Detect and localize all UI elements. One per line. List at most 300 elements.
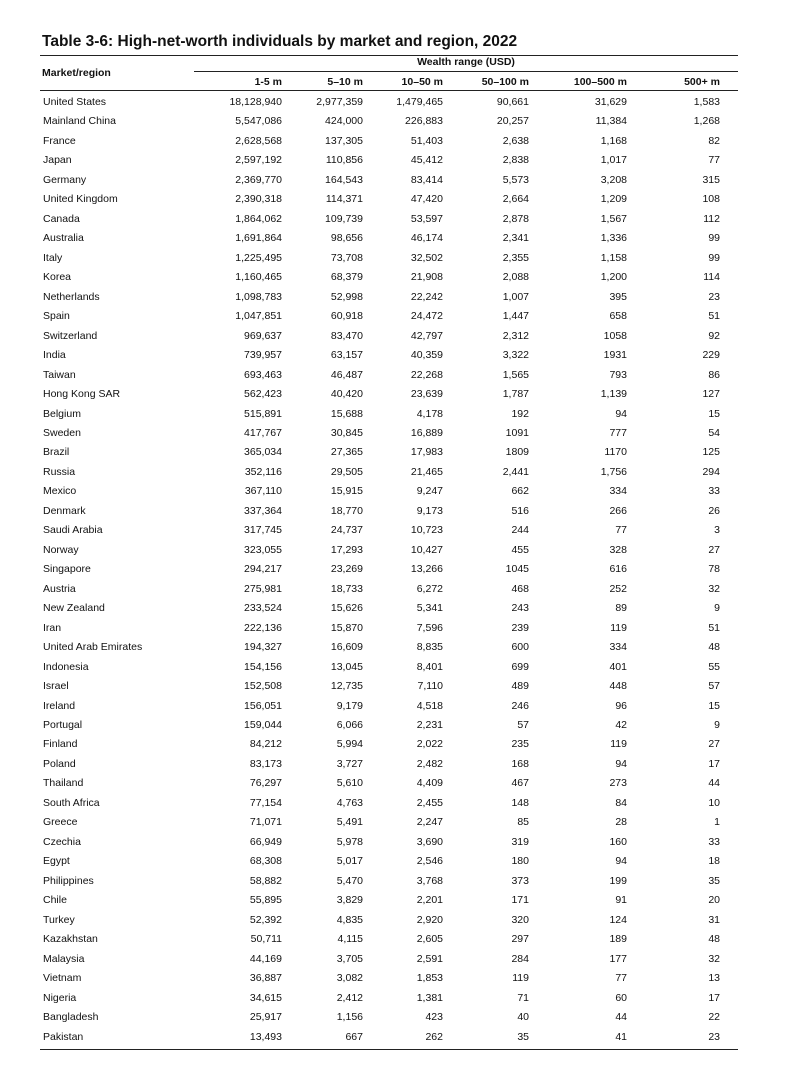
- value-cell: 3,768: [416, 874, 443, 887]
- value-cell: 51: [708, 310, 720, 323]
- value-cell: 4,835: [336, 913, 363, 926]
- value-cell: 1,225,495: [235, 251, 282, 264]
- value-cell: 373: [511, 874, 529, 887]
- value-cell: 23: [708, 1030, 720, 1043]
- value-cell: 28: [615, 816, 627, 829]
- value-cell: 85: [517, 816, 529, 829]
- value-cell: 10: [708, 796, 720, 809]
- value-cell: 2,664: [502, 193, 529, 206]
- value-cell: 42: [615, 719, 627, 731]
- value-cell: 52,392: [249, 913, 282, 926]
- value-cell: 46,174: [410, 232, 443, 245]
- value-cell: 154,156: [244, 660, 282, 673]
- value-cell: 2,455: [416, 796, 443, 809]
- value-cell: 90,661: [496, 96, 529, 108]
- value-cell: 1,200: [600, 271, 627, 284]
- market-name-cell: Vietnam: [43, 972, 82, 985]
- table-row: [0, 268, 787, 287]
- value-cell: 15,915: [330, 485, 363, 498]
- market-name-cell: Denmark: [43, 504, 86, 517]
- value-cell: 32: [708, 952, 720, 965]
- value-cell: 1,139: [600, 388, 627, 401]
- value-cell: 1,756: [600, 465, 627, 478]
- value-cell: 71,071: [249, 816, 282, 829]
- market-name-cell: Spain: [43, 310, 70, 323]
- value-cell: 2,628,568: [235, 134, 282, 147]
- value-cell: 51,403: [410, 134, 443, 147]
- table-row: [0, 93, 787, 112]
- market-name-cell: Mainland China: [43, 115, 116, 128]
- table-row: [0, 774, 787, 793]
- value-cell: 244: [511, 524, 529, 537]
- value-cell: 793: [609, 368, 627, 381]
- value-cell: 32: [708, 582, 720, 595]
- value-cell: 1,567: [600, 212, 627, 225]
- market-name-cell: Japan: [43, 154, 72, 167]
- value-cell: 2,369,770: [235, 173, 282, 186]
- value-cell: 5,978: [336, 835, 363, 848]
- value-cell: 334: [609, 641, 627, 654]
- value-cell: 98,656: [330, 232, 363, 245]
- value-cell: 266: [609, 504, 627, 517]
- value-cell: 9,179: [336, 699, 363, 712]
- column-header: 50–100 m: [481, 76, 529, 88]
- value-cell: 1: [714, 816, 720, 829]
- value-cell: 189: [609, 933, 627, 946]
- value-cell: 337,364: [244, 504, 282, 517]
- market-name-cell: Ireland: [43, 699, 76, 712]
- value-cell: 10,427: [410, 543, 443, 556]
- table-row: [0, 794, 787, 813]
- value-cell: 9: [714, 719, 720, 731]
- value-cell: 16,609: [330, 641, 363, 654]
- value-cell: 1,158: [600, 251, 627, 264]
- value-cell: 455: [511, 543, 529, 556]
- table-row: [0, 171, 787, 190]
- value-cell: 2,022: [416, 738, 443, 751]
- table-row: [0, 560, 787, 579]
- market-name-cell: New Zealand: [43, 602, 105, 615]
- market-name-cell: Sweden: [43, 426, 81, 439]
- value-cell: 1,583: [693, 96, 720, 108]
- value-cell: 448: [609, 680, 627, 693]
- value-cell: 119: [610, 738, 627, 751]
- value-cell: 48: [708, 641, 720, 654]
- value-cell: 12,735: [330, 680, 363, 693]
- table-row: [0, 132, 787, 151]
- market-name-cell: Austria: [43, 582, 76, 595]
- value-cell: 168: [511, 757, 529, 770]
- value-cell: 8,401: [416, 660, 443, 673]
- table-row: [0, 288, 787, 307]
- value-cell: 401: [609, 660, 627, 673]
- value-cell: 194,327: [244, 641, 282, 654]
- value-cell: 367,110: [244, 485, 282, 498]
- value-cell: 1,853: [416, 972, 443, 985]
- value-cell: 30,845: [330, 426, 363, 439]
- value-cell: 13,045: [330, 660, 363, 673]
- value-cell: 3,322: [502, 349, 529, 362]
- value-cell: 78: [708, 563, 720, 576]
- value-cell: 4,115: [337, 933, 363, 946]
- value-cell: 20: [708, 894, 720, 907]
- table-row: [0, 443, 787, 462]
- value-cell: 2,597,192: [235, 154, 282, 167]
- value-cell: 1,479,465: [396, 96, 443, 108]
- value-cell: 13,266: [410, 563, 443, 576]
- value-cell: 114,371: [325, 193, 363, 206]
- value-cell: 2,591: [416, 952, 443, 965]
- market-name-cell: Norway: [43, 543, 79, 556]
- value-cell: 294,217: [244, 563, 282, 576]
- value-cell: 159,044: [244, 719, 282, 731]
- column-group-header: Wealth range (USD): [417, 56, 515, 68]
- value-cell: 86: [708, 368, 720, 381]
- value-cell: 177: [609, 952, 627, 965]
- value-cell: 40,359: [410, 349, 443, 362]
- table-row: [0, 190, 787, 209]
- value-cell: 33: [708, 485, 720, 498]
- value-cell: 262: [425, 1030, 443, 1043]
- value-cell: 4,178: [416, 407, 443, 420]
- value-cell: 5,017: [336, 855, 363, 868]
- value-cell: 15,870: [330, 621, 363, 634]
- value-cell: 164,543: [325, 173, 363, 186]
- value-cell: 53,597: [410, 212, 443, 225]
- value-cell: 73,708: [330, 251, 363, 264]
- table-row: [0, 658, 787, 677]
- table-row: [0, 911, 787, 930]
- value-cell: 1,160,465: [235, 271, 282, 284]
- value-cell: 23,269: [330, 563, 363, 576]
- value-cell: 284: [511, 952, 529, 965]
- value-cell: 41: [615, 1030, 627, 1043]
- value-cell: 77: [708, 154, 720, 167]
- value-cell: 1,447: [502, 310, 529, 323]
- value-cell: 2,920: [416, 913, 443, 926]
- value-cell: 180: [511, 855, 529, 868]
- market-name-cell: Switzerland: [43, 329, 98, 342]
- value-cell: 7,596: [416, 621, 443, 634]
- value-cell: 125: [702, 446, 720, 459]
- value-cell: 4,763: [336, 796, 363, 809]
- value-cell: 152,508: [244, 680, 282, 693]
- value-cell: 83,414: [410, 173, 443, 186]
- value-cell: 423: [425, 1011, 443, 1024]
- value-cell: 124: [609, 913, 627, 926]
- value-cell: 5,573: [502, 173, 529, 186]
- value-cell: 13: [708, 972, 720, 985]
- value-cell: 1,336: [600, 232, 627, 245]
- value-cell: 99: [708, 232, 720, 245]
- value-cell: 17: [708, 991, 720, 1004]
- value-cell: 1,168: [600, 134, 627, 147]
- value-cell: 171: [511, 894, 529, 907]
- table-row: [0, 735, 787, 754]
- value-cell: 2,201: [416, 894, 443, 907]
- table-row: [0, 112, 787, 131]
- value-cell: 192: [511, 407, 529, 420]
- value-cell: 66,949: [249, 835, 282, 848]
- market-name-cell: United Arab Emirates: [43, 641, 143, 654]
- value-cell: 127: [702, 388, 720, 401]
- value-cell: 36,887: [249, 972, 282, 985]
- value-cell: 658: [609, 310, 627, 323]
- market-name-cell: Netherlands: [43, 290, 100, 303]
- table-row: [0, 229, 787, 248]
- table-row: [0, 697, 787, 716]
- table-row: [0, 580, 787, 599]
- value-cell: 8,835: [416, 641, 443, 654]
- value-cell: 94: [615, 407, 627, 420]
- market-name-cell: Poland: [43, 757, 76, 770]
- value-cell: 91: [615, 894, 627, 907]
- market-name-cell: Australia: [43, 232, 84, 245]
- market-name-cell: Brazil: [43, 446, 70, 459]
- table-row: [0, 833, 787, 852]
- table-row: [0, 716, 787, 735]
- value-cell: 60,918: [330, 310, 363, 323]
- column-header: 5–10 m: [327, 76, 363, 88]
- value-cell: 110,856: [325, 154, 363, 167]
- value-cell: 92: [708, 329, 720, 342]
- value-cell: 1,864,062: [235, 212, 282, 225]
- value-cell: 26: [708, 504, 720, 517]
- value-cell: 2,482: [416, 757, 443, 770]
- value-cell: 71: [517, 991, 529, 1004]
- value-cell: 320: [511, 913, 529, 926]
- value-cell: 2,412: [336, 991, 363, 1004]
- value-cell: 18,770: [330, 504, 363, 517]
- value-cell: 395: [609, 290, 627, 303]
- value-cell: 739,957: [244, 349, 282, 362]
- market-name-cell: Singapore: [43, 563, 91, 576]
- value-cell: 5,470: [336, 874, 363, 887]
- market-name-cell: Mexico: [43, 485, 77, 498]
- value-cell: 31,629: [594, 96, 627, 108]
- value-cell: 112: [703, 212, 720, 225]
- value-cell: 82: [708, 134, 720, 147]
- market-name-cell: Taiwan: [43, 368, 76, 381]
- value-cell: 1,381: [416, 991, 443, 1004]
- value-cell: 31: [708, 913, 720, 926]
- value-cell: 3: [714, 524, 720, 537]
- value-cell: 489: [511, 680, 529, 693]
- value-cell: 1,691,864: [235, 232, 282, 245]
- value-cell: 315: [702, 173, 720, 186]
- value-cell: 34,615: [249, 991, 282, 1004]
- value-cell: 3,690: [416, 835, 443, 848]
- value-cell: 46,487: [330, 368, 363, 381]
- value-cell: 2,441: [502, 465, 529, 478]
- value-cell: 23,639: [410, 388, 443, 401]
- value-cell: 18,128,940: [229, 96, 282, 108]
- value-cell: 57: [708, 680, 720, 693]
- market-name-cell: Portugal: [43, 719, 83, 731]
- value-cell: 84: [615, 796, 627, 809]
- value-cell: 15: [708, 699, 720, 712]
- market-name-cell: Thailand: [43, 777, 84, 790]
- value-cell: 562,423: [244, 388, 282, 401]
- value-cell: 1091: [505, 426, 529, 439]
- value-cell: 233,524: [244, 602, 282, 615]
- table-row: [0, 1028, 787, 1047]
- value-cell: 2,231: [416, 719, 443, 731]
- value-cell: 2,878: [502, 212, 529, 225]
- value-cell: 57: [517, 719, 529, 731]
- value-cell: 84,212: [249, 738, 282, 751]
- value-cell: 1,098,783: [235, 290, 282, 303]
- value-cell: 2,390,318: [235, 193, 282, 206]
- value-cell: 21,465: [410, 465, 443, 478]
- value-cell: 68,379: [330, 271, 363, 284]
- value-cell: 417,767: [244, 426, 282, 439]
- value-cell: 6,066: [336, 719, 363, 731]
- value-cell: 40,420: [330, 388, 363, 401]
- value-cell: 40: [517, 1011, 529, 1024]
- value-cell: 662: [511, 485, 529, 498]
- value-cell: 1170: [604, 446, 627, 459]
- value-cell: 275,981: [244, 582, 282, 595]
- value-cell: 3,829: [336, 894, 363, 907]
- value-cell: 235: [511, 738, 529, 751]
- value-cell: 24,737: [330, 524, 363, 537]
- column-headers: [0, 76, 787, 90]
- value-cell: 515,891: [244, 407, 282, 420]
- table-row: [0, 852, 787, 871]
- value-cell: 76,297: [249, 777, 282, 790]
- value-cell: 2,341: [502, 232, 529, 245]
- value-cell: 777: [609, 426, 627, 439]
- market-name-cell: Czechia: [43, 835, 81, 848]
- market-name-cell: Malaysia: [43, 952, 85, 965]
- value-cell: 334: [609, 485, 627, 498]
- value-cell: 94: [615, 757, 627, 770]
- table-row: [0, 755, 787, 774]
- market-name-cell: Saudi Arabia: [43, 524, 103, 537]
- value-cell: 252: [609, 582, 627, 595]
- value-cell: 45,412: [410, 154, 443, 167]
- value-cell: 319: [511, 835, 529, 848]
- market-name-cell: Belgium: [43, 407, 81, 420]
- table-row: [0, 307, 787, 326]
- market-name-cell: Iran: [43, 621, 62, 634]
- header-rule: [40, 90, 738, 91]
- value-cell: 2,312: [502, 329, 529, 342]
- value-cell: 2,977,359: [316, 96, 363, 108]
- table-row: [0, 463, 787, 482]
- value-cell: 323,055: [244, 543, 282, 556]
- value-cell: 119: [610, 621, 627, 634]
- value-cell: 693,463: [244, 368, 282, 381]
- market-name-cell: Indonesia: [43, 660, 89, 673]
- value-cell: 77,154: [249, 796, 282, 809]
- value-cell: 21,908: [410, 271, 443, 284]
- market-name-cell: India: [43, 349, 66, 362]
- market-name-cell: Chile: [43, 894, 67, 907]
- value-cell: 114: [703, 271, 720, 284]
- value-cell: 27: [708, 543, 720, 556]
- table-row: [0, 813, 787, 832]
- value-cell: 77: [615, 972, 627, 985]
- value-cell: 10,723: [410, 524, 443, 537]
- value-cell: 44: [615, 1011, 627, 1024]
- value-cell: 109,739: [325, 212, 363, 225]
- value-cell: 119: [512, 972, 529, 985]
- column-header: 10–50 m: [401, 76, 443, 88]
- table-row: [0, 677, 787, 696]
- value-cell: 1,047,851: [235, 310, 282, 323]
- value-cell: 616: [609, 563, 627, 576]
- value-cell: 55,895: [249, 894, 282, 907]
- value-cell: 3,208: [600, 173, 627, 186]
- value-cell: 667: [345, 1030, 363, 1043]
- value-cell: 77: [615, 524, 627, 537]
- table-row: [0, 989, 787, 1008]
- value-cell: 243: [511, 602, 529, 615]
- market-name-cell: Pakistan: [43, 1030, 84, 1043]
- value-cell: 47,420: [410, 193, 443, 206]
- value-cell: 699: [511, 660, 529, 673]
- value-cell: 48: [708, 933, 720, 946]
- value-cell: 20,257: [496, 115, 529, 128]
- market-name-cell: Hong Kong SAR: [43, 388, 121, 401]
- market-name-cell: Italy: [43, 251, 63, 264]
- market-name-cell: France: [43, 134, 76, 147]
- value-cell: 328: [609, 543, 627, 556]
- column-header: 100–500 m: [573, 76, 627, 88]
- table-row: [0, 366, 787, 385]
- value-cell: 7,110: [417, 680, 443, 693]
- value-cell: 9: [714, 602, 720, 615]
- value-cell: 22: [708, 1011, 720, 1024]
- value-cell: 3,082: [336, 972, 363, 985]
- value-cell: 60: [615, 991, 627, 1004]
- value-cell: 17,293: [330, 543, 363, 556]
- market-name-cell: United Kingdom: [43, 193, 118, 206]
- value-cell: 9,247: [416, 485, 443, 498]
- value-cell: 18: [708, 855, 720, 868]
- value-cell: 15,688: [330, 407, 363, 420]
- value-cell: 137,305: [325, 134, 363, 147]
- value-cell: 2,638: [502, 134, 529, 147]
- table-row: [0, 424, 787, 443]
- market-name-cell: Russia: [43, 465, 76, 478]
- value-cell: 15,626: [330, 602, 363, 615]
- value-cell: 969,637: [244, 329, 282, 342]
- value-cell: 32,502: [410, 251, 443, 264]
- value-cell: 99: [708, 251, 720, 264]
- value-cell: 2,088: [502, 271, 529, 284]
- table-row: [0, 385, 787, 404]
- value-cell: 5,610: [336, 777, 363, 790]
- value-cell: 246: [511, 699, 529, 712]
- value-cell: 352,116: [244, 465, 282, 478]
- value-cell: 4,518: [416, 699, 443, 712]
- market-name-cell: United States: [43, 96, 107, 108]
- value-cell: 160: [609, 835, 627, 848]
- value-cell: 2,355: [502, 251, 529, 264]
- table-body: [0, 93, 787, 1047]
- table-row: [0, 930, 787, 949]
- market-name-cell: Finland: [43, 738, 78, 751]
- value-cell: 29,505: [330, 465, 363, 478]
- value-cell: 42,797: [410, 329, 443, 342]
- value-cell: 4,409: [416, 777, 443, 790]
- value-cell: 96: [615, 699, 627, 712]
- value-cell: 68,308: [249, 855, 282, 868]
- value-cell: 199: [609, 874, 627, 887]
